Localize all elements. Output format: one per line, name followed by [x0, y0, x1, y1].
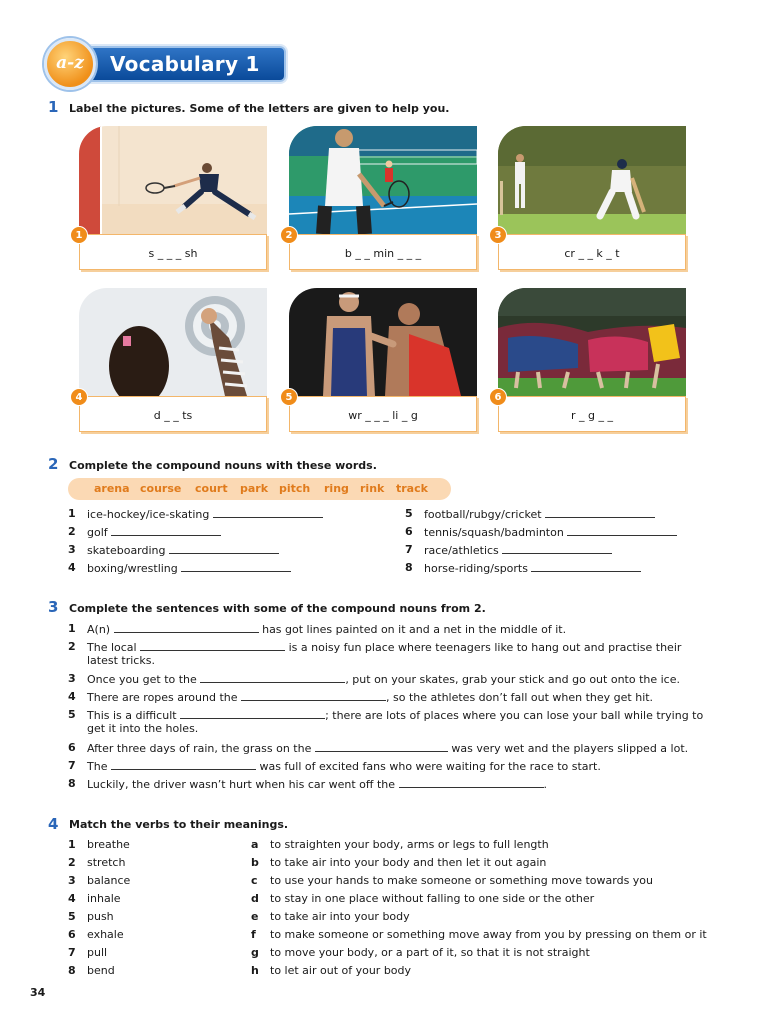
exercise-4-instruction: Match the verbs to their meanings.	[69, 818, 289, 831]
ex3-item-number: 5	[68, 708, 76, 721]
meaning: to let air out of your body	[270, 964, 412, 977]
exercise-1-instruction: Label the pictures. Some of the letters are given to help you.	[69, 102, 450, 115]
ex3-sentence	[87, 622, 727, 637]
wrestling-photo	[289, 288, 477, 396]
ex3-item-number: 7	[68, 759, 76, 772]
picture-number-1: 1	[70, 226, 88, 244]
exercise-2-number: 2	[48, 455, 59, 473]
ex3-sentence	[87, 759, 727, 774]
answer-box-6[interactable]	[498, 396, 686, 432]
ex3-item-number: 3	[68, 672, 76, 685]
answer-box-3[interactable]	[498, 234, 686, 270]
meaning: to use your hands to make someone or something move towards you	[270, 874, 654, 887]
meaning-letter: h	[251, 964, 259, 977]
ex2-item	[424, 507, 655, 522]
page-number: 34	[30, 986, 46, 999]
picture-number-4: 4	[70, 388, 88, 406]
ex2-item-text: boxing/wrestling	[87, 562, 178, 575]
ex3-sentence-continued: latest tricks.	[87, 654, 155, 667]
answer-blank[interactable]	[545, 507, 655, 518]
answer-blank[interactable]	[531, 561, 641, 572]
answer-blank[interactable]	[111, 525, 221, 536]
ex3-sentence-continued: get it into the holes.	[87, 722, 199, 735]
ex3-sentence	[87, 640, 727, 655]
answer-blank[interactable]	[567, 525, 677, 536]
verb: push	[87, 910, 114, 923]
answer-box-2[interactable]	[289, 234, 477, 270]
picture-number-5: 5	[280, 388, 298, 406]
meaning-letter: e	[251, 910, 259, 923]
ex3-sentence	[87, 777, 727, 792]
ex2-item-number: 4	[68, 561, 76, 574]
verb: bend	[87, 964, 115, 977]
ex2-item-text: tennis/squash/badminton	[424, 526, 564, 539]
answer-box-1[interactable]	[79, 234, 267, 270]
ex2-item-text: horse-riding/sports	[424, 562, 528, 575]
picture-item-4	[75, 288, 267, 433]
ex3-item-number: 8	[68, 777, 76, 790]
ex2-item	[424, 543, 612, 558]
answer-blank[interactable]	[114, 622, 259, 633]
ex2-item	[424, 525, 677, 540]
ex3-item-number: 6	[68, 741, 76, 754]
verb: pull	[87, 946, 108, 959]
ex2-item-text: race/athletics	[424, 544, 499, 557]
ex3-text-after: ; there are lots of places where you can lose your ball while trying to	[325, 709, 704, 722]
answer-blank[interactable]	[315, 741, 448, 752]
ex2-item	[87, 561, 291, 576]
ex3-text-before: The local	[87, 641, 137, 654]
ex2-item-text: football/rubgy/cricket	[424, 508, 542, 521]
ex3-text-before: This is a difficult	[87, 709, 177, 722]
exercise-3-number: 3	[48, 598, 59, 616]
ex2-item	[87, 507, 323, 522]
a-z-icon	[44, 38, 96, 90]
meaning-letter: b	[251, 856, 259, 869]
answer-hint-2: b _ _ min _ _ _	[344, 247, 422, 260]
answer-blank[interactable]	[181, 561, 291, 572]
answer-blank[interactable]	[399, 777, 544, 788]
word-bank-word: park	[240, 482, 269, 495]
meaning-letter: c	[251, 874, 258, 887]
answer-hint-6: r _ g _ _	[571, 409, 613, 422]
exercise-4-number: 4	[48, 815, 59, 833]
answer-blank[interactable]	[213, 507, 323, 518]
ex3-text-after: is a noisy fun place where teenagers like to hang out and practise their	[288, 641, 682, 654]
ex2-item	[87, 543, 279, 558]
picture-item-5	[285, 288, 477, 433]
word-bank	[68, 478, 451, 500]
a-z-icon-text: a-z	[56, 53, 84, 73]
verb-number: 5	[68, 910, 76, 923]
ex3-sentence	[87, 672, 727, 687]
verb-number: 4	[68, 892, 76, 905]
word-bank-word: track	[396, 482, 428, 495]
answer-hint-3: cr _ _ k _ t	[564, 247, 620, 260]
ex2-item	[87, 525, 221, 540]
answer-box-4[interactable]	[79, 396, 267, 432]
verb-number: 6	[68, 928, 76, 941]
ex2-item-text: ice-hockey/ice-skating	[87, 508, 210, 521]
verb: inhale	[87, 892, 121, 905]
verb-number: 3	[68, 874, 76, 887]
exercise-2-instruction: Complete the compound nouns with these words.	[69, 459, 377, 472]
verb: breathe	[87, 838, 130, 851]
picture-item-3	[494, 126, 686, 271]
exercise-1-number: 1	[48, 98, 59, 116]
ex2-item	[424, 561, 641, 576]
answer-blank[interactable]	[241, 690, 386, 701]
darts-photo	[79, 288, 267, 396]
ex3-text-before: After three days of rain, the grass on the	[87, 742, 312, 755]
ex3-text-before: The	[87, 760, 108, 773]
verb: exhale	[87, 928, 124, 941]
ex3-text-after: , put on your skates, grab your stick and go out onto the ice.	[345, 673, 680, 686]
answer-hint-1: s _ _ _ sh	[148, 247, 198, 260]
ex3-text-after: , so the athletes don’t fall out when they get hit.	[386, 691, 654, 704]
ex3-text-after: was very wet and the players slipped a lot.	[451, 742, 689, 755]
answer-hint-5: wr _ _ _ li _ g	[348, 409, 418, 422]
meaning-letter: f	[251, 928, 256, 941]
picture-number-2: 2	[280, 226, 298, 244]
word-bank-word: rink	[360, 482, 385, 495]
answer-box-5[interactable]	[289, 396, 477, 432]
ex2-item-number: 2	[68, 525, 76, 538]
header-title-bar	[84, 46, 286, 82]
ex3-sentence	[87, 708, 727, 723]
answer-blank[interactable]	[140, 640, 285, 651]
word-bank-word: course	[140, 482, 182, 495]
answer-blank[interactable]	[180, 708, 325, 719]
verb: balance	[87, 874, 131, 887]
answer-blank[interactable]	[169, 543, 279, 554]
meaning: to stay in one place without falling to one side or the other	[270, 892, 595, 905]
ex3-item-number: 1	[68, 622, 76, 635]
answer-blank[interactable]	[111, 759, 256, 770]
meaning-letter: g	[251, 946, 259, 959]
section-header-badge	[44, 38, 288, 90]
word-bank-word: court	[195, 482, 228, 495]
ex3-text-after: was full of excited fans who were waiting for the race to start.	[259, 760, 601, 773]
ex3-sentence	[87, 690, 727, 705]
answer-blank[interactable]	[200, 672, 345, 683]
verb: stretch	[87, 856, 126, 869]
squash-photo	[79, 126, 267, 234]
word-bank-word: pitch	[279, 482, 311, 495]
ex2-item-number: 6	[405, 525, 413, 538]
meaning-letter: d	[251, 892, 259, 905]
ex3-text-before: A(n)	[87, 623, 111, 636]
ex3-text-after: has got lines painted on it and a net in the middle of it.	[262, 623, 567, 636]
ex2-item-text: golf	[87, 526, 108, 539]
ex2-item-number: 5	[405, 507, 413, 520]
picture-item-1	[75, 126, 267, 271]
ex2-item-number: 8	[405, 561, 413, 574]
picture-item-6	[494, 288, 686, 433]
meaning-letter: a	[251, 838, 259, 851]
meaning: to take air into your body	[270, 910, 410, 923]
ex3-text-before: Once you get to the	[87, 673, 197, 686]
ex3-item-number: 4	[68, 690, 76, 703]
meaning: to take air into your body and then let it out again	[270, 856, 547, 869]
answer-blank[interactable]	[502, 543, 612, 554]
ex2-item-number: 1	[68, 507, 76, 520]
rugby-photo	[498, 288, 686, 396]
meaning: to move your body, or a part of it, so that it is not straight	[270, 946, 590, 959]
cricket-photo	[498, 126, 686, 234]
ex3-item-number: 2	[68, 640, 76, 653]
picture-number-3: 3	[489, 226, 507, 244]
page-title: Vocabulary 1	[110, 52, 260, 76]
exercise-3-instruction: Complete the sentences with some of the compound nouns from 2.	[69, 602, 486, 615]
verb-number: 1	[68, 838, 76, 851]
badminton-photo	[289, 126, 477, 234]
ex3-text-before: There are ropes around the	[87, 691, 238, 704]
ex3-text-before: Luckily, the driver wasn’t hurt when his car went off the	[87, 778, 396, 791]
ex3-sentence	[87, 741, 727, 756]
word-bank-word: ring	[324, 482, 349, 495]
verb-number: 8	[68, 964, 76, 977]
meaning: to straighten your body, arms or legs to full length	[270, 838, 549, 851]
ex2-item-number: 3	[68, 543, 76, 556]
answer-hint-4: d _ _ ts	[153, 409, 193, 422]
ex2-item-number: 7	[405, 543, 413, 556]
picture-number-6: 6	[489, 388, 507, 406]
picture-item-2	[285, 126, 477, 271]
verb-number: 7	[68, 946, 76, 959]
ex3-text-after: .	[543, 778, 548, 791]
verb-number: 2	[68, 856, 76, 869]
meaning: to make someone or something move away from you by pressing on them or it	[270, 928, 707, 941]
word-bank-word: arena	[94, 482, 130, 495]
ex2-item-text: skateboarding	[87, 544, 166, 557]
